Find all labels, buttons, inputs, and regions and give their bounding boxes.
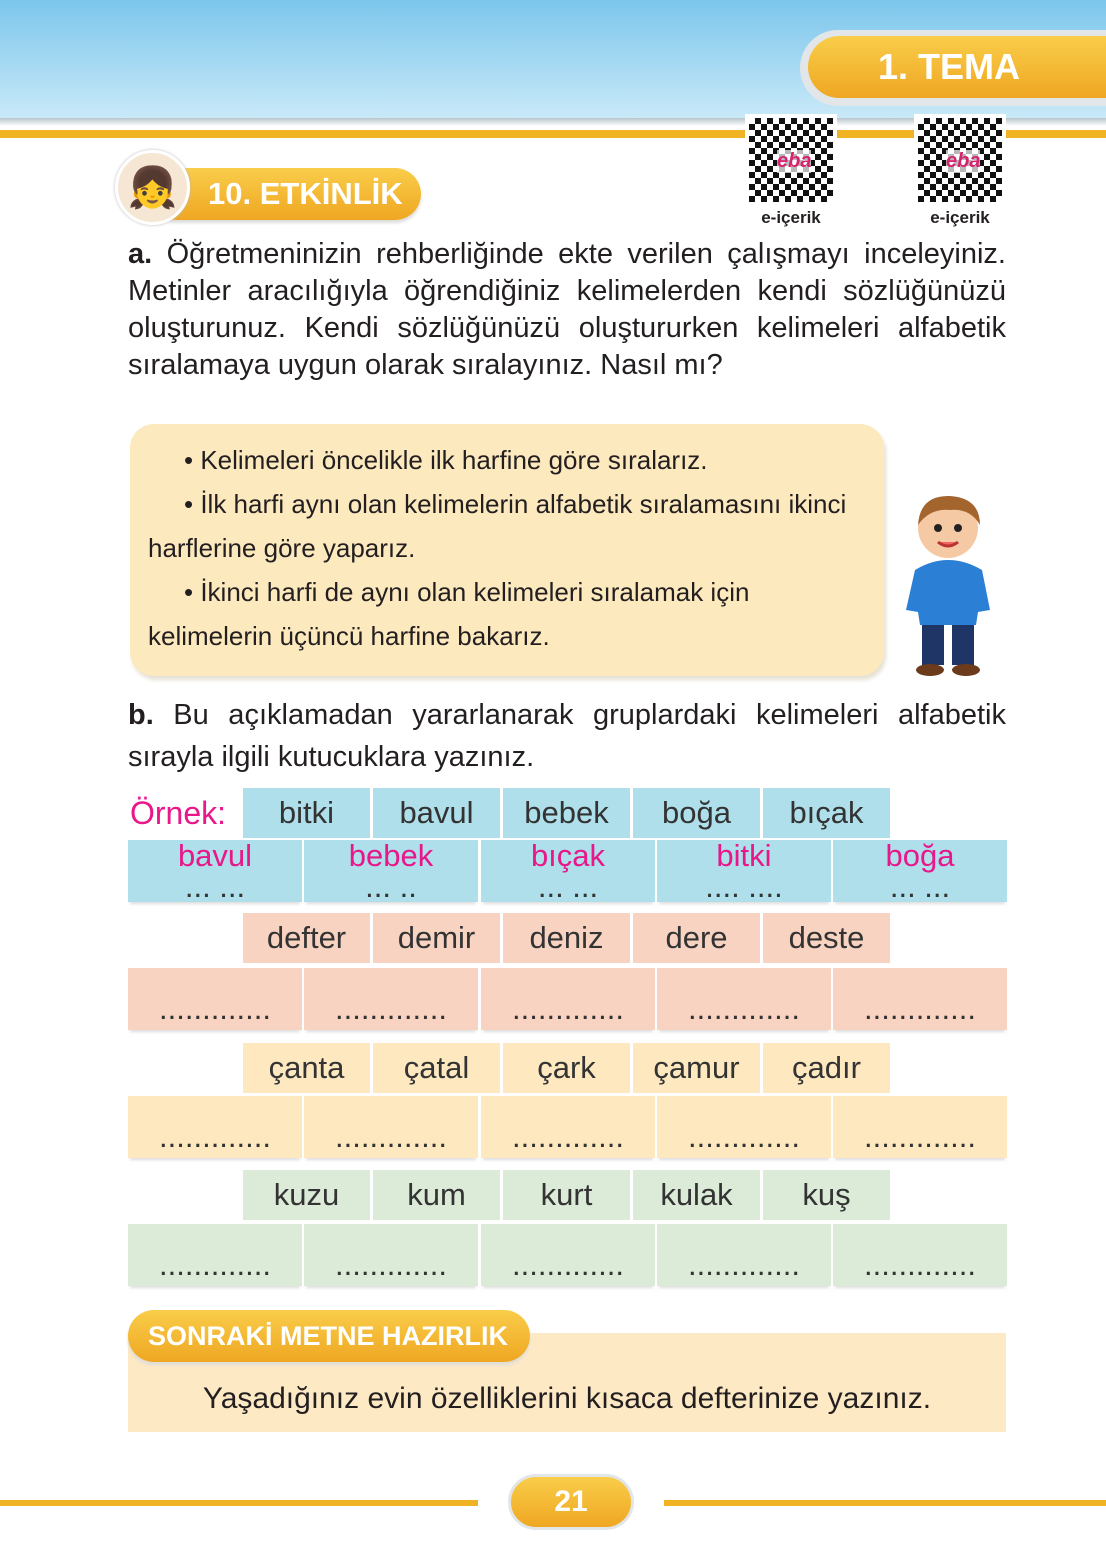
qr-code-icon[interactable]: [914, 114, 1006, 206]
answer-dots: .............: [159, 1119, 271, 1154]
answer-box[interactable]: [833, 1096, 1007, 1158]
answer-box[interactable]: [481, 840, 655, 902]
answer-dots: .............: [864, 1119, 976, 1154]
eba-logo: eba: [946, 150, 981, 172]
answer-dots: .... ....: [705, 872, 783, 902]
theme-badge: [800, 30, 1106, 106]
example-answer: bavul: [177, 838, 253, 873]
part-a-text: Öğretmeninizin rehberliğinde ekte verilen çalışmayı inceleyiniz. Metinler aracılığıyla öğrendiğiniz kelimelerden kendi sözlüğünüzü oluşturunuz. Kendi sözlüğünüzü oluştururken kelimeleri alfabetik sıralamaya uygun olarak sıralayınız. Nasıl mı?: [128, 238, 1006, 381]
word-cell: boğa: [633, 788, 760, 838]
word-cell: kuzu: [243, 1170, 370, 1220]
speech-bullet: • İkinci harfi de aynı olan kelimeleri sıralamak için kelimelerin üçüncü harfine bakarız.: [148, 577, 750, 651]
answer-box[interactable]: [128, 968, 302, 1030]
word-cell: demir: [373, 913, 500, 963]
answer-box[interactable]: [657, 1224, 831, 1286]
answer-box[interactable]: [833, 1224, 1007, 1286]
speech-bullet: • Kelimeleri öncelikle ilk harfine göre sıralarız.: [184, 445, 708, 475]
footer-line: [664, 1500, 1106, 1506]
speech-bubble: [130, 424, 884, 676]
answer-box[interactable]: [128, 1096, 302, 1158]
answer-dots: .............: [335, 1119, 447, 1154]
word-cell: bitki: [243, 788, 370, 838]
answer-dots: .............: [688, 991, 800, 1026]
answer-dots: ... ...: [889, 872, 951, 902]
answer-dots: .............: [159, 1247, 271, 1282]
word-cell: defter: [243, 913, 370, 963]
next-text-title: SONRAKİ METNE HAZIRLIK: [128, 1310, 530, 1362]
answer-box[interactable]: [128, 840, 302, 902]
qr-label: e-içerik: [761, 208, 821, 227]
qr-label: e-içerik: [930, 208, 990, 227]
part-a-instructions: [128, 236, 1006, 384]
eba-logo: eba: [777, 150, 812, 172]
qr-code-icon[interactable]: [745, 114, 837, 206]
answer-box[interactable]: [657, 840, 831, 902]
word-cell: bavul: [373, 788, 500, 838]
answer-dots: .............: [688, 1119, 800, 1154]
answer-box[interactable]: [833, 840, 1007, 902]
word-cell: kulak: [633, 1170, 760, 1220]
part-b-letter: b.: [128, 699, 154, 731]
answer-dots: .............: [688, 1247, 800, 1282]
example-answer: bebek: [348, 838, 434, 873]
speech-bullet: • İlk harfi aynı olan kelimelerin alfabetik sıralamasını ikinci harflerine göre yaparız.: [148, 489, 847, 563]
answer-box[interactable]: [833, 968, 1007, 1030]
answer-dots: .............: [512, 1247, 624, 1282]
word-cell: çamur: [633, 1043, 760, 1093]
example-answer: bıçak: [530, 838, 606, 873]
answer-box[interactable]: [657, 968, 831, 1030]
word-cell: bebek: [503, 788, 630, 838]
answer-dots: ... ...: [184, 872, 246, 902]
example-answer: bitki: [716, 838, 772, 873]
answer-box[interactable]: [481, 1096, 655, 1158]
page-number: 21: [508, 1474, 634, 1530]
answer-box[interactable]: [304, 1096, 478, 1158]
word-cell: çark: [503, 1043, 630, 1093]
word-cell: kum: [373, 1170, 500, 1220]
answer-dots: ... ...: [537, 872, 599, 902]
word-cell: çatal: [373, 1043, 500, 1093]
answer-box[interactable]: [304, 1224, 478, 1286]
answer-dots: ... ..: [365, 872, 417, 902]
example-label: Örnek:: [130, 795, 227, 831]
next-text-instruction: Yaşadığınız evin özelliklerini kısaca defterinize yazınız.: [202, 1382, 932, 1415]
answer-dots: .............: [159, 991, 271, 1026]
girl-writing-icon: 👧: [115, 150, 190, 225]
example-answer: boğa: [885, 838, 955, 873]
word-cell: kuş: [763, 1170, 890, 1220]
answer-dots: .............: [335, 1247, 447, 1282]
word-cell: çanta: [243, 1043, 370, 1093]
answer-dots: .............: [512, 1119, 624, 1154]
answer-box[interactable]: [657, 1096, 831, 1158]
part-a-letter: a.: [128, 238, 153, 270]
word-cell: kurt: [503, 1170, 630, 1220]
answer-box[interactable]: [481, 968, 655, 1030]
activity-title: 10. ETKİNLİK: [150, 168, 421, 220]
answer-dots: .............: [512, 991, 624, 1026]
theme-label: 1. TEMA: [808, 36, 1106, 98]
answer-dots: .............: [864, 1247, 976, 1282]
answer-box[interactable]: [304, 840, 478, 902]
answer-box[interactable]: [481, 1224, 655, 1286]
word-cell: deste: [763, 913, 890, 963]
word-cell: dere: [633, 913, 760, 963]
boy-character-icon: [900, 490, 1000, 680]
part-b-instructions: [128, 694, 1006, 778]
word-cell: deniz: [503, 913, 630, 963]
footer-line: [0, 1500, 478, 1506]
word-cell: bıçak: [763, 788, 890, 838]
answer-dots: .............: [864, 991, 976, 1026]
word-cell: çadır: [763, 1043, 890, 1093]
answer-box[interactable]: [304, 968, 478, 1030]
part-b-text: Bu açıklamadan yararlanarak gruplardaki kelimeleri alfabetik sırayla ilgili kutucuklara yazınız.: [128, 699, 1006, 773]
answer-dots: .............: [335, 991, 447, 1026]
answer-box[interactable]: [128, 1224, 302, 1286]
